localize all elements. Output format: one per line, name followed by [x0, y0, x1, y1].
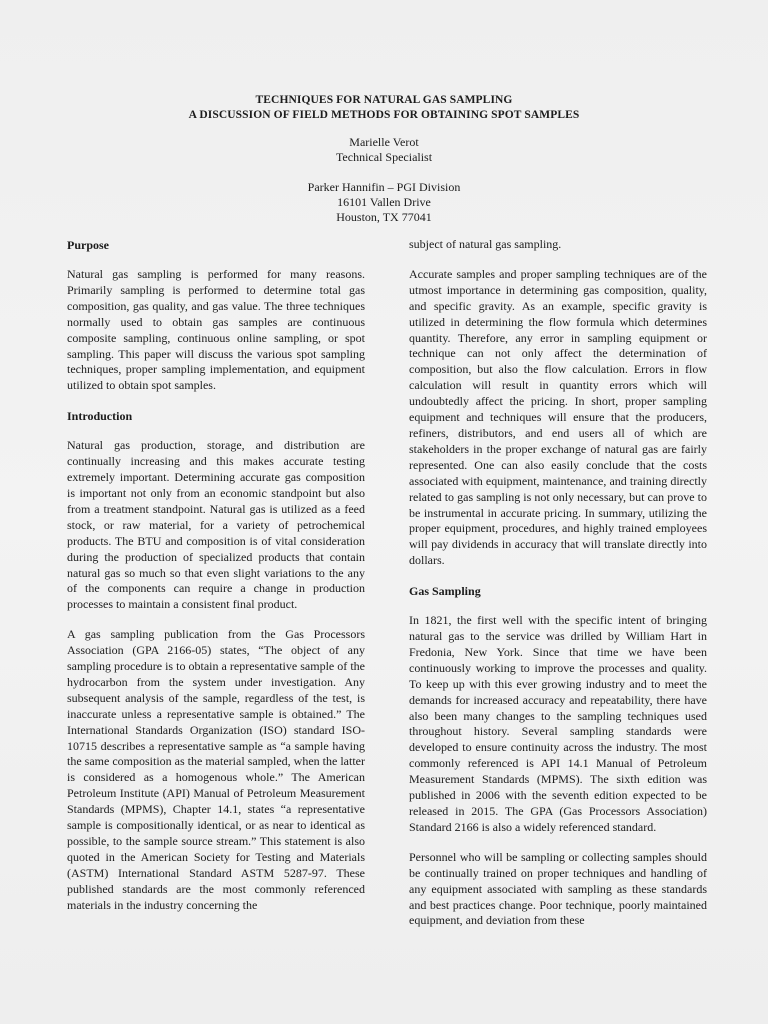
introduction-paragraph-2: A gas sampling publication from the Gas Processors Association (GPA 2166-05) states, “The object of any sampling procedure is to obtain a representative sample of the hydrocarbon from the system under investigation. Any subsequent analysis of the sample, regardless of the test, is inaccurate unless a representative sample is obtained.” The International Standards Organization (ISO) standard ISO-10715 describes a representative sample as “a sample having the same composition as the material sampled, when the latter is considered as a homogenous whole.” The American Petroleum Institute (API) Manual of Petroleum Measurement Standards (MPMS), Chapter 14.1, states “a representative sample is compositionally identical, or as near to identical as possible, to the sample source stream.” This statement is also quoted in the American Society for Testing and Materials (ASTM) International Standard ASTM 5287-97. These published standards are the most commonly referenced materials in the industry concerning the: [67, 627, 365, 912]
paper-header: [0, 93, 768, 225]
accuracy-paragraph: Accurate samples and proper sampling techniques are of the utmost importance in determining gas composition, quality, and specific gravity. As an example, specific gravity is utilized in determining the flow formula which determines quantity. Therefore, any error in sampling equipment or technique can not only affect the determination of composition, but also the flow calculation. Errors in flow calculation will result in quantity errors which will undoubtedly affect the pricing. In short, proper sampling equipment and techniques will ensure that the producers, refiners, distributors, and end users all of which are stakeholders in the proper exchange of natural gas are fairly represented. One can also easily conclude that the costs associated with equipment, maintenance, and training directly related to gas sampling is not only necessary, but can prove to be instrumental in accurate pricing. In summary, utilizing the proper equipment, procedures, and highly trained employees will pay dividends in accuracy that will translate directly into dollars.: [409, 266, 707, 568]
section-heading-purpose: Purpose: [67, 238, 109, 252]
gas-sampling-paragraph-1: In 1821, the first well with the specific intent of bringing natural gas to the service was drilled by William Hart in Fredonia, New York. Since that time we have been continuously working to improve the processes and quality. To keep up with this ever growing industry and to meet the demands for increased accuracy and repeatability, there have also been many changes to the sampling techniques used throughout history. Several sampling standards were developed to ensure continuity across the industry. The most commonly referenced is API 14.1 Manual of Petroleum Measurement Standards (MPMS). The sixth edition was published in 2006 with the seventh edition expected to be released in 2015. The GPA (Gas Processors Association) Standard 2166 is also a widely referenced standard.: [409, 613, 707, 834]
left-column: [67, 237, 365, 914]
continued-paragraph: subject of natural gas sampling.: [409, 237, 562, 251]
right-column: [409, 237, 707, 929]
introduction-paragraph-1: Natural gas production, storage, and distribution are continually increasing and this makes accurate testing extremely important. Determining accurate gas composition is important not only from an economic standpoint but also from a treatment standpoint. Natural gas is utilized as a feed stock, or raw material, for a variety of petrochemical products. The BTU and composition is of vital consideration during the production of specialized products that contain natural gas so much so that even slight variations to the any of the components can require a change in production processes to maintain a consistent final product.: [67, 438, 365, 612]
purpose-paragraph: Natural gas sampling is performed for many reasons. Primarily sampling is performed to determine total gas composition, gas quality, and gas value. The three techniques normally used to obtain gas samples are continuous composite sampling, continuous online sampling, or spot sampling. This paper will discuss the various spot sampling techniques, proper sampling implementation, and equipment utilized to obtain spot samples.: [67, 267, 365, 393]
organization: Parker Hannifin – PGI Division: [307, 180, 461, 194]
author-title: Technical Specialist: [335, 150, 433, 164]
gas-sampling-paragraph-2: Personnel who will be sampling or collecting samples should be continually trained on proper techniques and handling of any equipment associated with sampling as these standards and best practices change. Poor technique, poorly maintained equipment, and deviation from these: [409, 849, 707, 928]
address-line-1: 16101 Vallen Drive: [337, 195, 431, 209]
section-heading-gas-sampling: Gas Sampling: [409, 584, 481, 599]
paper-title-line-2: A DISCUSSION OF FIELD METHODS FOR OBTAINING SPOT SAMPLES: [188, 109, 580, 121]
section-heading-introduction: Introduction: [67, 409, 133, 424]
paper-title-line-1: TECHNIQUES FOR NATURAL GAS SAMPLING: [255, 94, 513, 106]
address-line-2: Houston, TX 77041: [336, 210, 432, 224]
author-name: Marielle Verot: [349, 135, 419, 149]
author-block: [0, 135, 768, 165]
affiliation-block: [0, 180, 768, 225]
